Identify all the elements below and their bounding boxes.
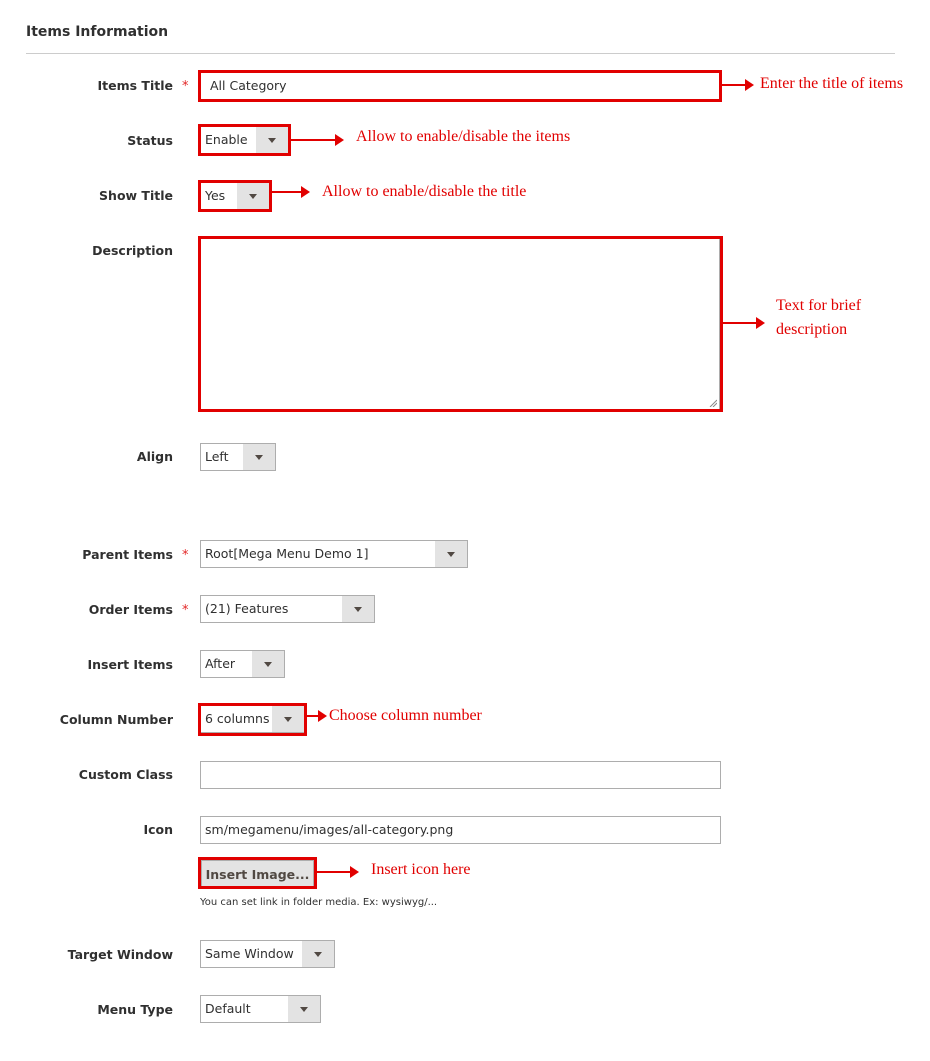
description-annotation-line1: Text for brief bbox=[776, 297, 862, 314]
items-title-label: Items Title bbox=[97, 78, 173, 93]
status-label: Status bbox=[127, 133, 173, 148]
show-title-value: Yes bbox=[205, 188, 226, 203]
items-title-annotation: Enter the title of items bbox=[760, 75, 904, 92]
show-title-highlight bbox=[198, 180, 272, 212]
insert-items-label: Insert Items bbox=[87, 657, 173, 672]
status-value: Enable bbox=[205, 132, 248, 147]
status-annotation: Allow to enable/disable the items bbox=[356, 128, 571, 145]
section-divider bbox=[26, 53, 895, 54]
description-annotation-line2: description bbox=[776, 321, 848, 338]
order-items-label: Order Items bbox=[88, 602, 173, 617]
items-title-arrow bbox=[722, 84, 752, 86]
custom-class-label: Custom Class bbox=[78, 767, 173, 782]
order-items-required-mark: * bbox=[182, 603, 189, 618]
column-number-value: 6 columns bbox=[205, 711, 270, 726]
menu-type-value: Default bbox=[205, 1001, 251, 1016]
parent-items-label: Parent Items bbox=[82, 547, 173, 562]
description-label: Description bbox=[92, 243, 173, 258]
target-window-select[interactable] bbox=[200, 940, 335, 968]
chevron-down-icon[interactable] bbox=[342, 596, 374, 622]
parent-items-select[interactable] bbox=[200, 540, 468, 568]
column-number-annotation: Choose column number bbox=[329, 707, 482, 724]
custom-class-input[interactable] bbox=[200, 761, 721, 789]
chevron-down-icon[interactable] bbox=[252, 651, 284, 677]
chevron-down-icon[interactable] bbox=[243, 444, 275, 470]
description-highlight bbox=[198, 236, 723, 412]
chevron-down-icon[interactable] bbox=[302, 941, 334, 967]
show-title-label: Show Title bbox=[99, 188, 173, 203]
target-window-value: Same Window bbox=[205, 946, 294, 961]
items-title-highlight bbox=[198, 70, 722, 102]
parent-items-value: Root[Mega Menu Demo 1] bbox=[205, 546, 369, 561]
insert-image-button[interactable]: Insert Image... bbox=[201, 860, 314, 887]
align-select[interactable] bbox=[200, 443, 276, 471]
menu-type-label: Menu Type bbox=[97, 1002, 173, 1017]
status-arrow bbox=[291, 139, 342, 141]
show-title-arrow bbox=[272, 191, 308, 193]
items-title-input[interactable]: All Category bbox=[200, 72, 720, 100]
show-title-annotation: Allow to enable/disable the title bbox=[322, 183, 527, 200]
target-window-label: Target Window bbox=[67, 947, 173, 962]
insert-image-highlight bbox=[198, 857, 317, 889]
menu-type-select[interactable] bbox=[200, 995, 321, 1023]
align-value: Left bbox=[205, 449, 229, 464]
chevron-down-icon[interactable] bbox=[435, 541, 467, 567]
status-highlight bbox=[198, 124, 291, 156]
icon-hint-text: You can set link in folder media. Ex: wysiwyg/... bbox=[200, 897, 438, 908]
order-items-select[interactable] bbox=[200, 595, 375, 623]
items-title-required-mark: * bbox=[182, 79, 189, 94]
insert-image-annotation: Insert icon here bbox=[371, 861, 471, 878]
order-items-value: (21) Features bbox=[205, 601, 289, 616]
align-label: Align bbox=[136, 449, 173, 464]
parent-items-required-mark: * bbox=[182, 548, 189, 563]
icon-label: Icon bbox=[143, 822, 173, 837]
insert-items-select[interactable] bbox=[200, 650, 285, 678]
insert-items-value: After bbox=[205, 656, 236, 671]
column-number-label: Column Number bbox=[59, 712, 173, 727]
icon-path-input[interactable]: sm/megamenu/images/all-category.png bbox=[200, 816, 721, 844]
chevron-down-icon[interactable] bbox=[288, 996, 320, 1022]
insert-image-arrow bbox=[317, 871, 357, 873]
description-arrow bbox=[723, 322, 763, 324]
section-title: Items Information bbox=[26, 24, 169, 40]
column-number-highlight bbox=[198, 703, 307, 736]
column-number-arrow bbox=[307, 715, 325, 717]
